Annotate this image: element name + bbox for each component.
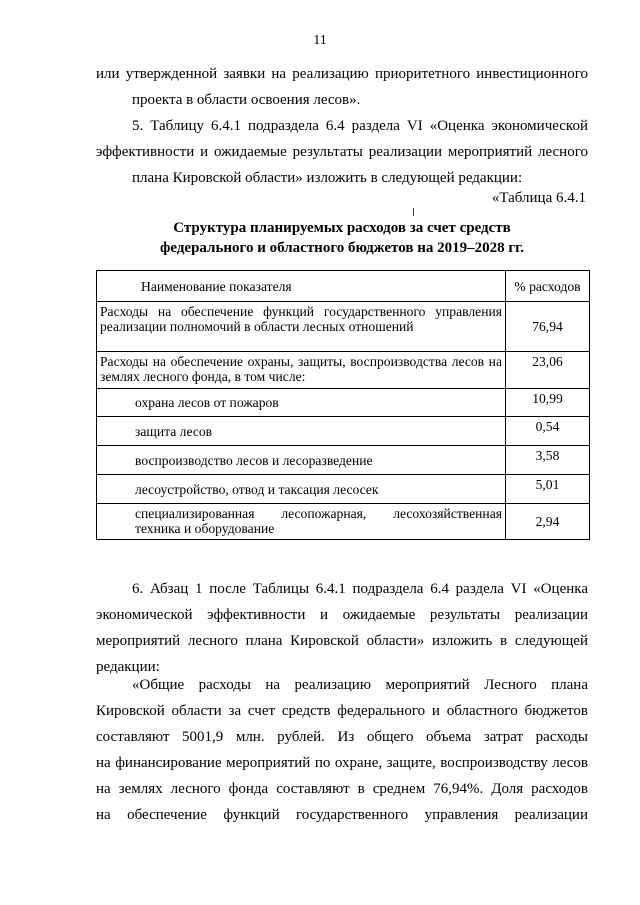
header-cell-name: Наименование показателя (97, 271, 506, 302)
table-header-row (97, 271, 590, 302)
text-line: проекта в области освоения лесов». (132, 92, 361, 108)
text-line: или утвержденной заявки на реализацию приоритетного инвестиционного (96, 66, 588, 82)
item-6-paragraph (96, 576, 588, 680)
row-value: 3,58 (506, 446, 590, 475)
row-value: 2,94 (506, 504, 590, 540)
table-row (97, 352, 590, 389)
text-line: «Общие расходы на реализацию мероприятий Лесного плана (132, 677, 588, 693)
text-line: экономической эффективности и ожидаемые результаты реализации (96, 607, 588, 623)
text-line: на землях лесного фонда составляют в среднем 76,94%. Доля расходов (96, 781, 588, 797)
table-row (97, 302, 590, 352)
text-line: 6. Абзац 1 после Таблицы 6.4.1 подраздела 6.4 раздела VI «Оценка (132, 581, 588, 597)
header-cell-percent: % расходов (506, 271, 590, 302)
table-row (97, 389, 590, 417)
table-row (97, 446, 590, 475)
table-title-line: Структура планируемых расходов за счет средств (173, 220, 511, 236)
item-5-paragraph (96, 113, 588, 191)
row-value: 5,01 (506, 475, 590, 504)
row-name: защита лесов (97, 417, 506, 446)
page-number: 11 (313, 33, 327, 48)
table-caption: «Таблица 6.4.1 (491, 190, 586, 206)
text-line: на финансирование мероприятий по охране, защите, воспроизводству лесов (96, 755, 588, 771)
row-value: 23,06 (506, 352, 590, 389)
row-value: 10,99 (506, 389, 590, 417)
text-line: на обеспечение функций государственного управления реализации (96, 807, 588, 823)
text-line: 5. Таблицу 6.4.1 подраздела 6.4 раздела VI «Оценка экономической (132, 118, 588, 134)
table-title (96, 218, 588, 258)
table-title-line: федерального и областного бюджетов на 2019–2028 гг. (159, 240, 525, 256)
text-line: эффективности и ожидаемые результаты реализации мероприятий лесного (96, 144, 588, 160)
row-name: Расходы на обеспечение функций государственного управления реализации полномочий в области лесных отношений (97, 302, 506, 352)
table-row (97, 475, 590, 504)
row-name: лесоустройство, отвод и таксация лесосек (97, 475, 506, 504)
expenses-table (96, 270, 590, 540)
row-name: воспроизводство лесов и лесоразведение (97, 446, 506, 475)
row-value: 0,54 (506, 417, 590, 446)
text-line: редакции: (96, 659, 160, 675)
row-name: специализированная лесопожарная, лесохозяйственная техника и оборудование (97, 504, 506, 540)
intro-paragraph (96, 61, 588, 113)
row-name: охрана лесов от пожаров (97, 389, 506, 417)
row-value: 76,94 (506, 302, 590, 352)
table-row (97, 504, 590, 540)
text-line: плана Кировской области» изложить в следующей редакции: (132, 170, 523, 186)
stray-mark (413, 208, 414, 216)
text-line: Кировской области за счет средств федерального и областного бюджетов (96, 703, 588, 719)
text-line: составляют 5001,9 млн. рублей. Из общего объема затрат расходы (96, 729, 588, 745)
text-line: мероприятий лесного плана Кировской области» изложить в следующей (96, 633, 588, 649)
quote-paragraph (96, 672, 588, 828)
table-row (97, 417, 590, 446)
row-name: Расходы на обеспечение охраны, защиты, воспроизводства лесов на землях лесного фонда, в том числе: (97, 352, 506, 389)
